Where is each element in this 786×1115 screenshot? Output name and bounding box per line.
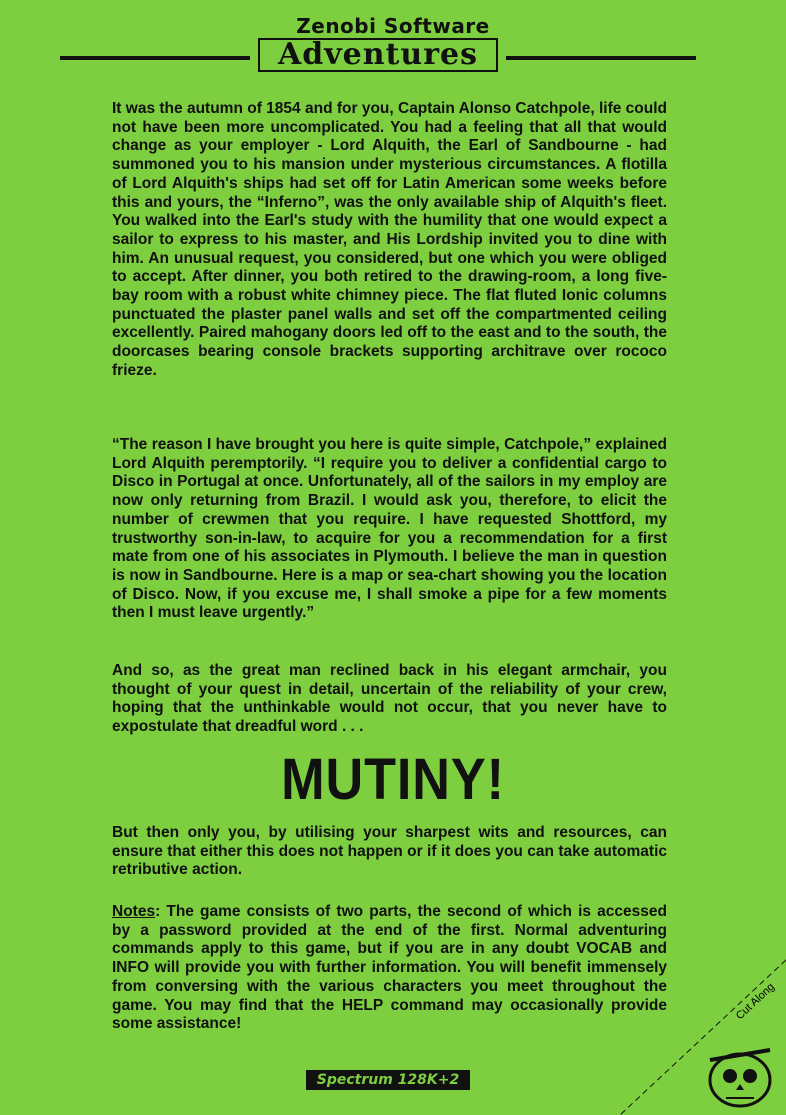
notes-text: : The game consists of two parts, the second of which is accessed by a password provided at the end of the first. Normal adventuring commands apply to this game, but if you are in any doubt VOCAB and INFO will provide you with further information. You will benefit immensely from conversing with the various characters you meet throughout the game. You may find that the HELP command may occasionally provide some assistance! <box>112 903 667 1033</box>
story-paragraph-2: “The reason I have brought you here is quite simple, Catchpole,” explained Lord Alquith peremptorily. “I require you to deliver a confidential cargo to Disco in Portugal at once. Unfortunately, all of the sailors in my employ are now only returning from Brazil. I would ask you, therefore, to elicit the number of crewmen that you require. I have requested Shottford, my trustworthy son-in-law, to acquire for you a recommendation for a first mate from one of his associates in Plymouth. I believe the man in question is now in Sandbourne. Here is a map or sea-chart showing you the location of Disco. Now, if you excuse me, I shall smoke a pipe for a few moments then I must leave urgently.” <box>112 436 667 622</box>
story-paragraph-4: But then only you, by utilising your sharpest wits and resources, can ensure that either this does not happen or if it does you can take automatic retributive action. <box>112 824 667 879</box>
notes-label: Notes <box>112 903 156 920</box>
cut-along-label: Cut Along <box>733 980 777 1023</box>
platform-badge: Spectrum 128K+2 <box>306 1070 470 1090</box>
series-title: Adventures <box>258 38 498 72</box>
publisher-name: Zenobi Software <box>296 14 490 38</box>
story-paragraph-3: And so, as the great man reclined back in his elegant armchair, you thought of your quest in detail, uncertain of the reliability of your crew, hoping that the unthinkable would not occur, that you never have to expostulate that dreadful word . . . <box>112 662 667 736</box>
game-title: MUTINY! <box>281 747 505 812</box>
skull-icon <box>710 1050 770 1106</box>
story-paragraph-1: It was the autumn of 1854 and for you, Captain Alonso Catchpole, life could not have been more uncomplicated. You had a feeling that all that would change as your employer - Lord Alquith, the Earl of Sandbourne - had summoned you to his mansion under mysterious circumstances. A flotilla of Lord Alquith's ships had set off for Latin American some weeks before this and yours, the “Inferno”, was the only available ship of Alquith's fleet. You walked into the Earl's study with the humility that one would expect a sailor to express to his master, and His Lordship invited you to dine with him. An unusual request, you considered, but one which you were obliged to accept. After dinner, you both retired to the drawing-room, a long five-bay room with a robust white chimney piece. The flat fluted Ionic columns punctuated the plaster panel walls and set off the compartmented ceiling excellently. Paired mahogany doors led off to the east and to the south, the doorcases bearing console brackets supporting architrave over rococo frieze. <box>112 100 667 379</box>
